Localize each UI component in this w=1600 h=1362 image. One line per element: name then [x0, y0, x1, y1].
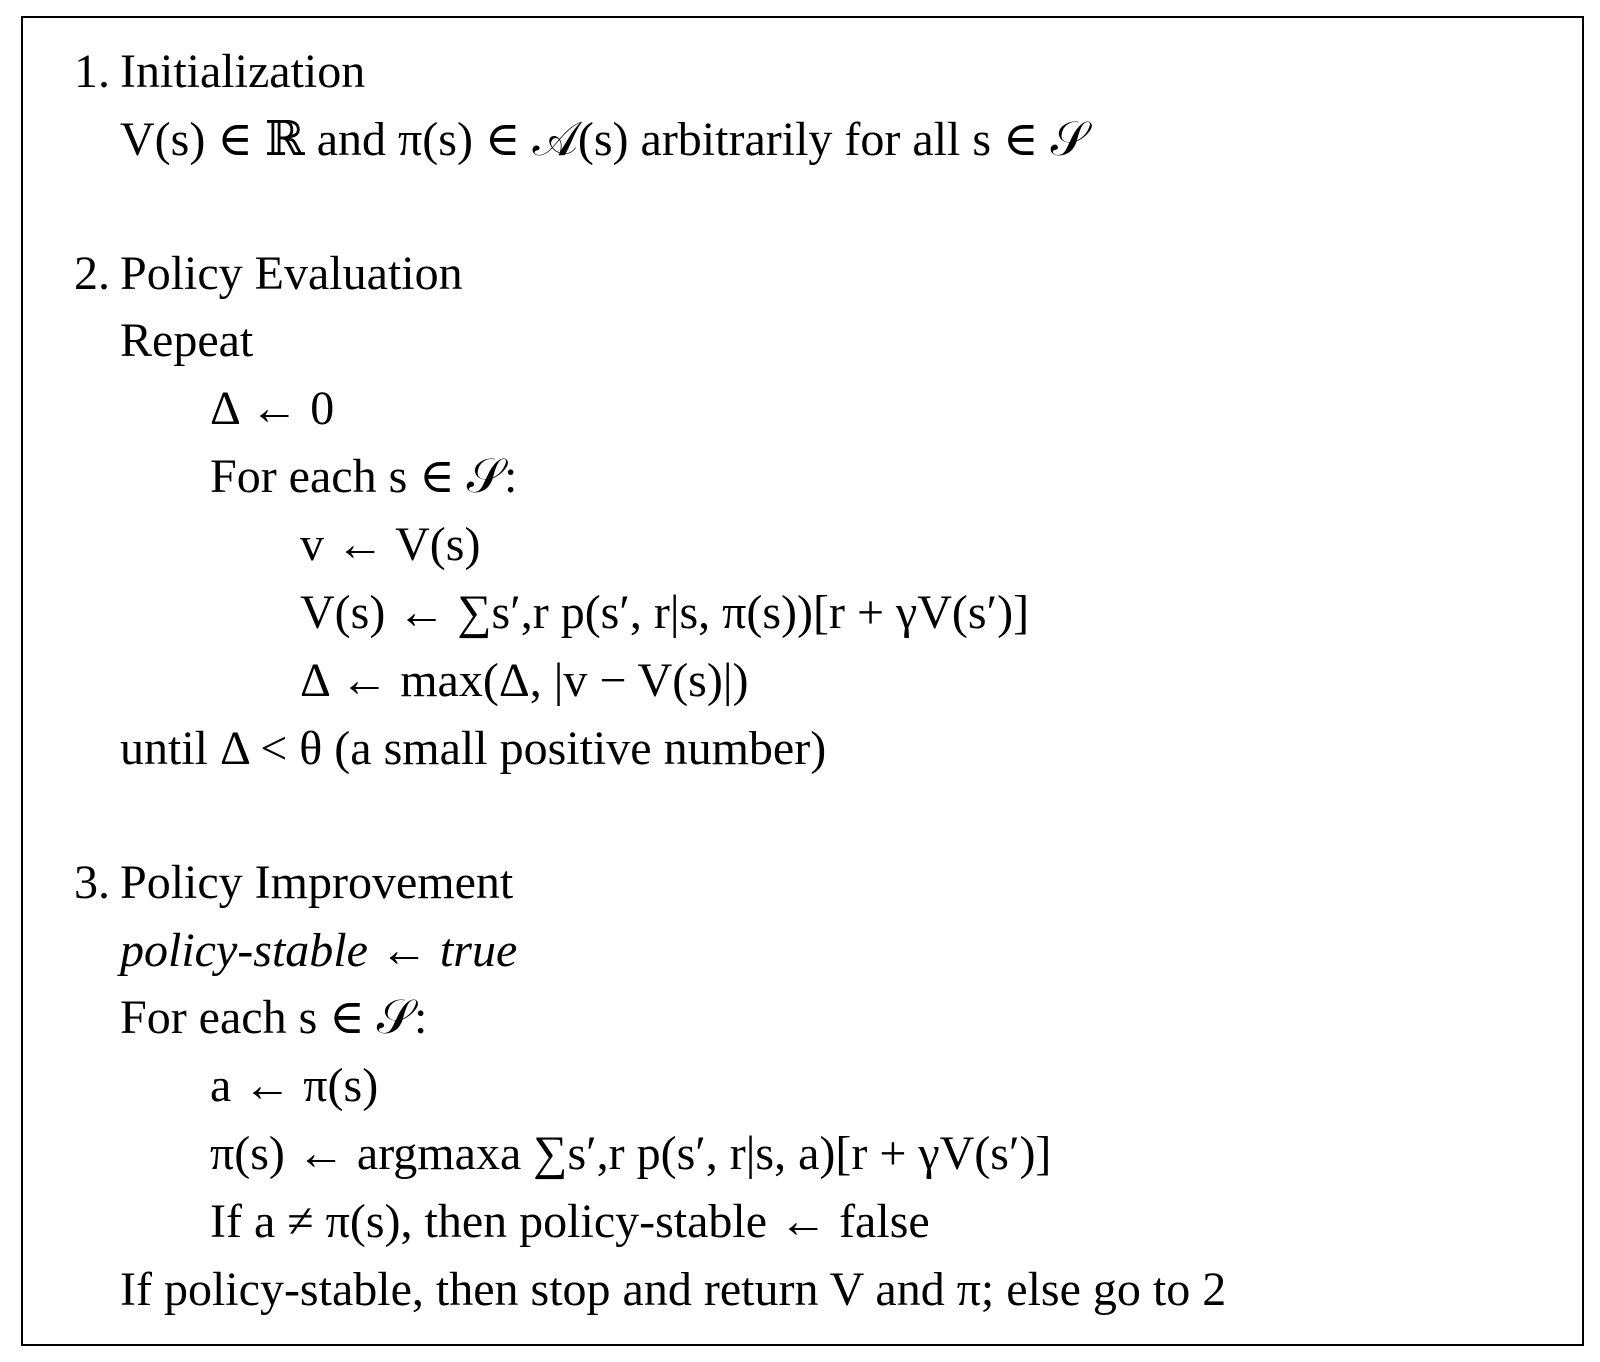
algorithm-box [21, 16, 1584, 1346]
step3-final: If policy-stable, then stop and return V and π; else go to 2 [120, 1263, 1227, 1316]
step2-until: until Δ < θ (a small positive number) [120, 722, 827, 775]
step2-delta-update: Δ ← max(Δ, |v − V(s)|) [300, 654, 749, 707]
step2-v-assign: v ← V(s) [300, 518, 481, 571]
step2-for-each: For each s ∈ 𝒮: [210, 450, 518, 503]
step3-a-assign: a ← π(s) [210, 1059, 379, 1112]
step2-heading: Policy Evaluation [120, 247, 463, 300]
step2-delta-init: Δ ← 0 [210, 382, 335, 435]
step2-repeat: Repeat [120, 314, 254, 367]
step1-heading: Initialization [120, 45, 366, 98]
step3-pi-update: π(s) ← argmaxa ∑s′,r p(s′, r|s, a)[r + γV(s′)] [210, 1127, 1052, 1180]
step3-heading: Policy Improvement [120, 856, 514, 909]
step3-stable-init: policy-stable ← true [120, 924, 518, 977]
step1-number: 1. [74, 45, 110, 98]
step3-if-change: If a ≠ π(s), then policy-stable ← false [210, 1195, 930, 1248]
step3-for-each: For each s ∈ 𝒮: [120, 991, 428, 1044]
step2-number: 2. [74, 247, 110, 300]
step3-number: 3. [74, 856, 110, 909]
step1-line: V(s) ∈ ℝ and π(s) ∈ 𝒜(s) arbitrarily for all s ∈ 𝒮 [120, 113, 1088, 166]
step2-v-update: V(s) ← ∑s′,r p(s′, r|s, π(s))[r + γV(s′)] [300, 586, 1030, 639]
